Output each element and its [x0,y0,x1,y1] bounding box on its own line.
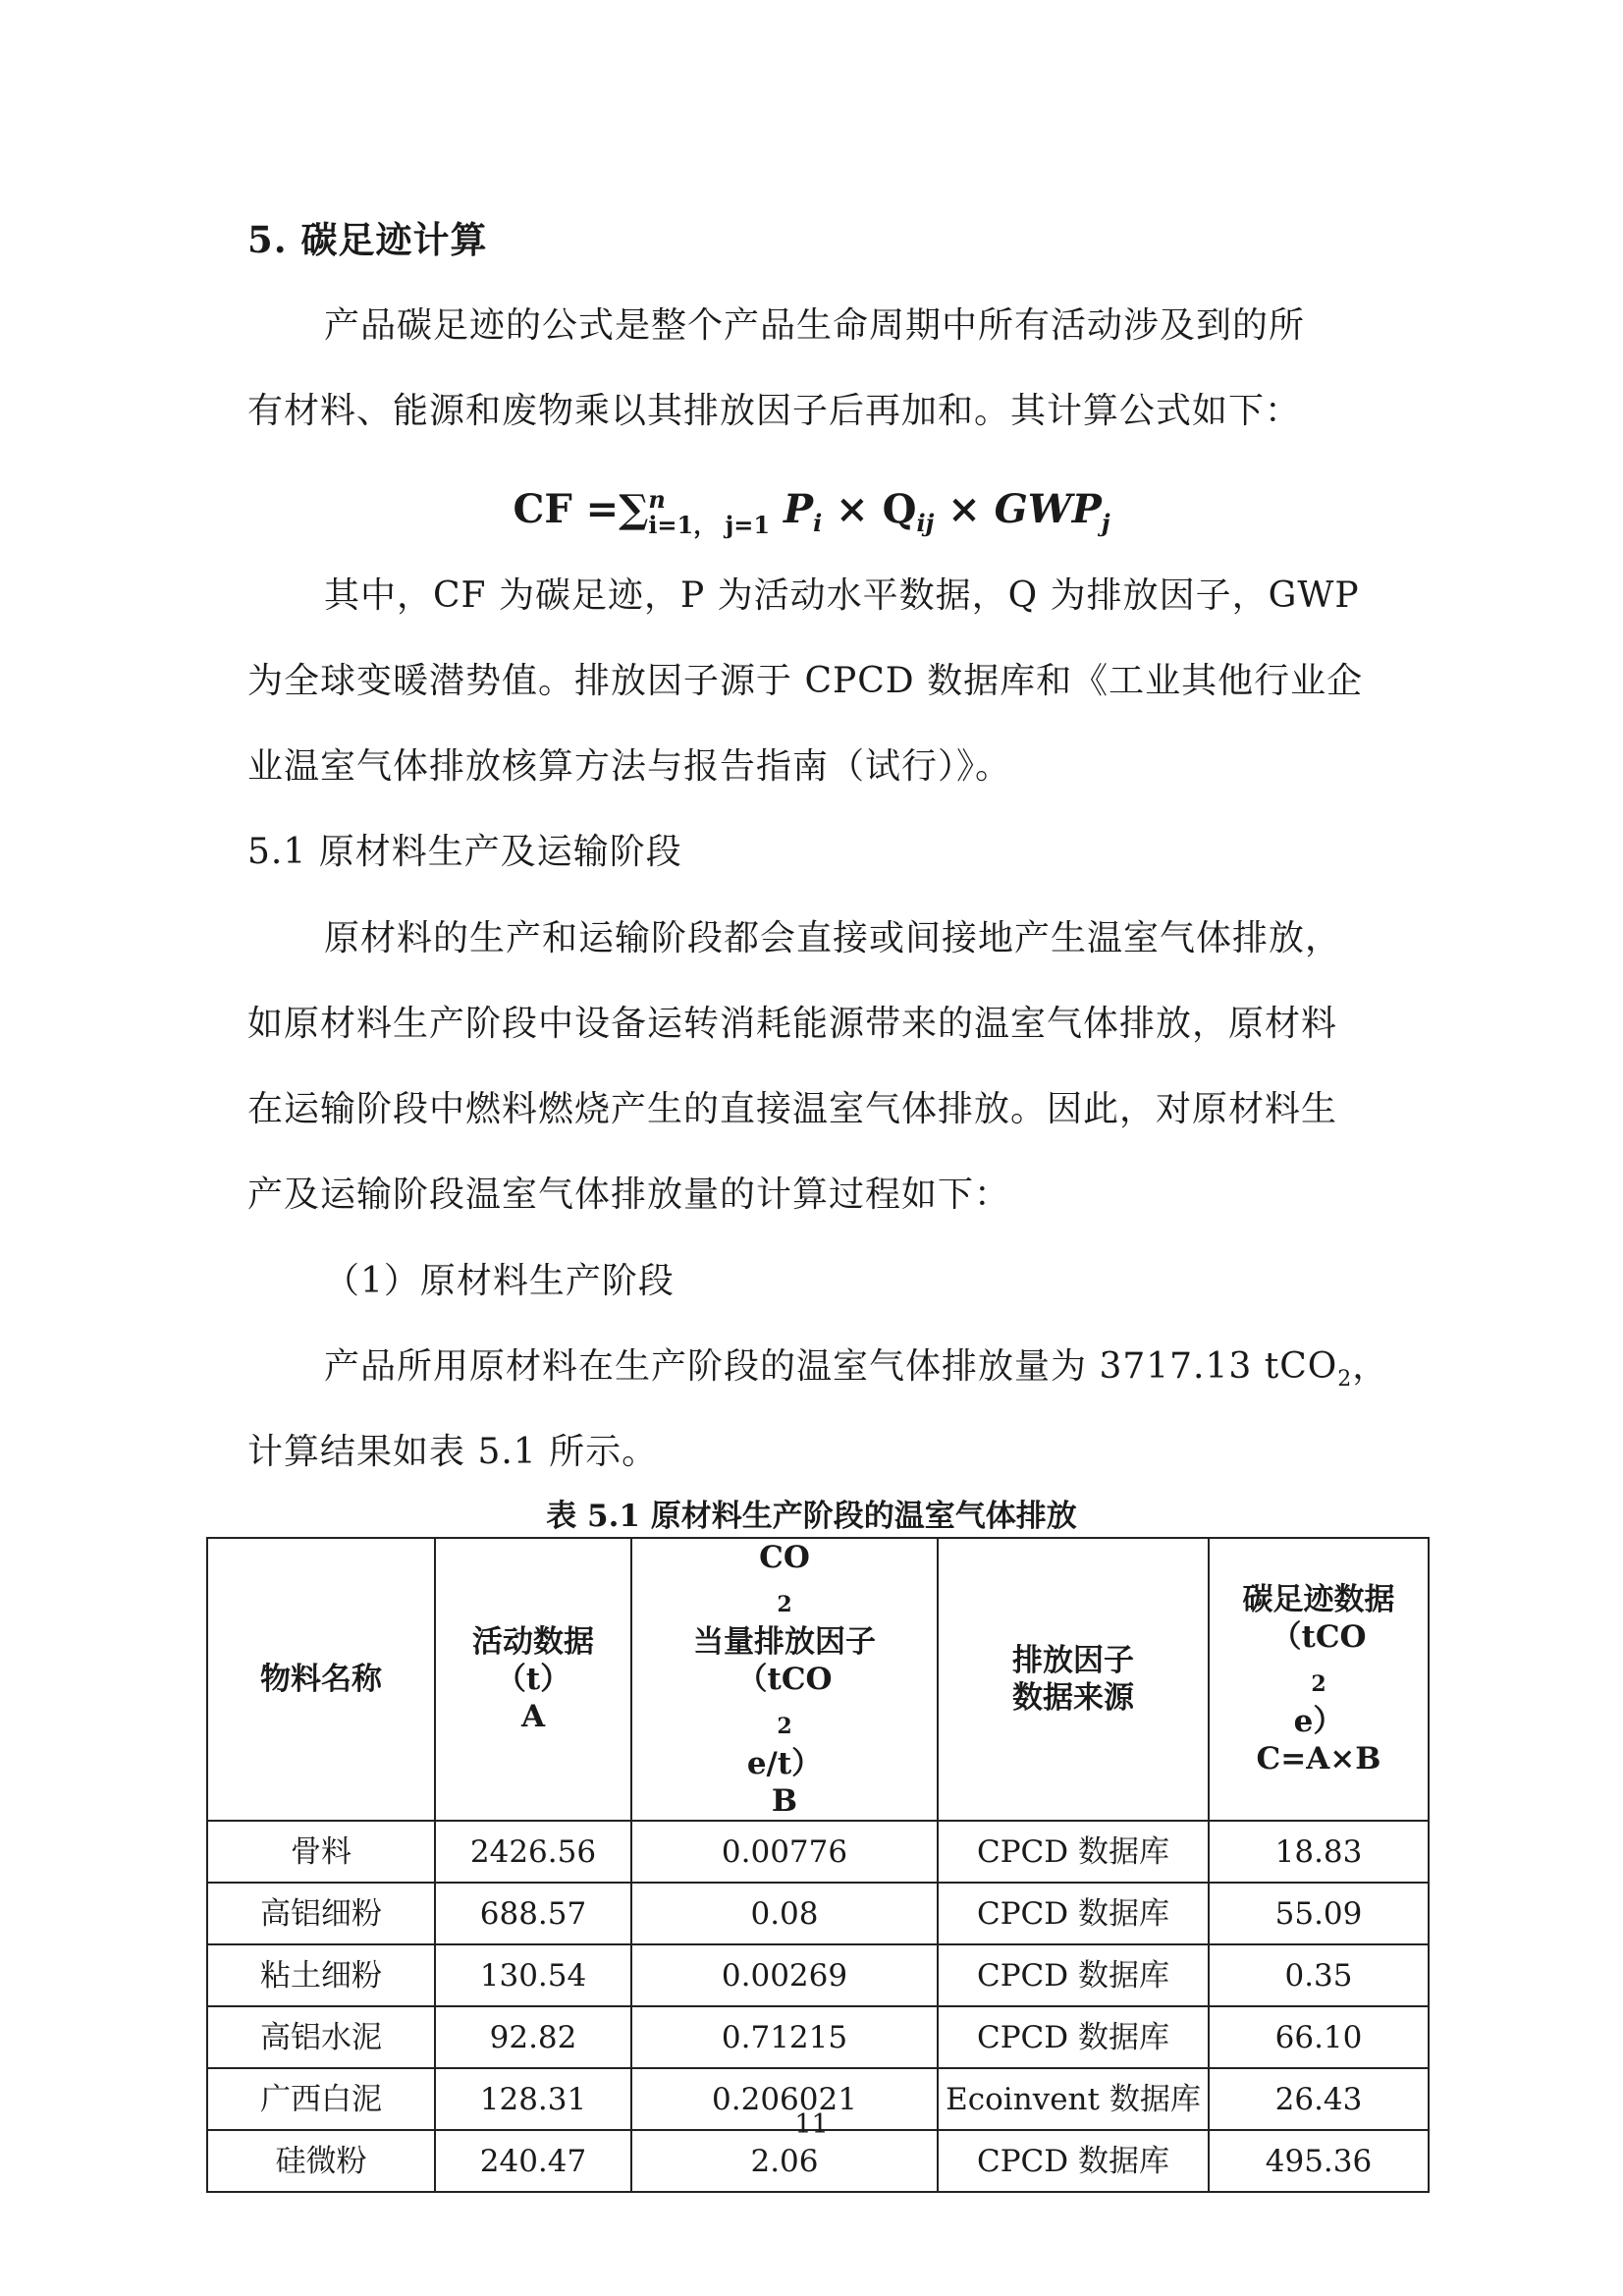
emissions-table [206,1537,1430,2193]
paragraph-line: 如原材料生产阶段中设备运转消耗能源带来的温室气体排放，原材料 [247,1004,1338,1044]
cell-footprint: 18.83 [1209,1821,1429,1883]
header-activity-data: 活动数据 （t） A [435,1538,631,1821]
cell-source: Ecoinvent 数据库 [938,2068,1209,2130]
cell-footprint: 0.35 [1209,1944,1429,2006]
cell-source: CPCD 数据库 [938,2006,1209,2068]
cell-factor: 0.206021 [631,2068,938,2130]
paragraph-line: 原材料的生产和运输阶段都会直接或间接地产生温室气体排放， [324,918,1342,958]
cell-activity: 240.47 [435,2130,631,2192]
cell-activity: 2426.56 [435,1821,631,1883]
page-number: 11 [794,2109,829,2140]
table-caption: 表 5.1 原材料生产阶段的温室气体排放 [546,1499,1077,1534]
cell-factor: 2.06 [631,2130,938,2192]
section-heading: 5. 碳足迹计算 [247,218,488,261]
cell-footprint: 55.09 [1209,1883,1429,1944]
cell-material: 粘土细粉 [207,1944,435,2006]
cell-footprint: 495.36 [1209,2130,1429,2192]
paragraph-line: 有材料、能源和废物乘以其排放因子后再加和。其计算公式如下： [247,391,1302,431]
table-row [207,1944,1429,2006]
result-punct: ， [1352,1346,1389,1387]
formula-lhs: CF = [513,486,620,532]
header-data-source: 排放因子 数据来源 [938,1538,1209,1821]
paragraph-line: 为全球变暖潜势值。排放因子源于 CPCD 数据库和《工业其他行业企 [247,661,1364,701]
header-emission-factor: CO $_2$ 当量排放因子 （tCO $_2$ e/t） B [631,1538,938,1821]
result-line [324,1345,1389,1401]
paragraph-line: 产及运输阶段温室气体排放量的计算过程如下： [247,1175,1011,1215]
result-text: 产品所用原材料在生产阶段的温室气体排放量为 3717.13 tCO [324,1346,1338,1387]
carbon-footprint-formula [0,483,1623,550]
cell-material: 硅微粉 [207,2130,435,2192]
formula-q: Q [882,486,917,532]
table-header-row [207,1538,1429,1821]
header-material-name: 物料名称 [207,1538,435,1821]
cell-footprint: 66.10 [1209,2006,1429,2068]
cell-factor: 0.71215 [631,2006,938,2068]
table-row [207,1821,1429,1883]
formula-gwp: GWP [994,486,1102,532]
cell-source: CPCD 数据库 [938,1821,1209,1883]
result-subscript: 2 [1337,1367,1353,1393]
cell-factor: 0.00776 [631,1821,938,1883]
cell-activity: 688.57 [435,1883,631,1944]
header-carbon-footprint: 碳足迹数据 （tCO $_2$ e） C=A×B [1209,1538,1429,1821]
item-heading: （1）原材料生产阶段 [324,1261,675,1301]
cell-footprint: 26.43 [1209,2068,1429,2130]
result-line: 计算结果如表 5.1 所示。 [247,1432,659,1472]
formula-p-sub: i [813,509,823,537]
paragraph-line: 业温室气体排放核算方法与报告指南（试行）》。 [247,746,1012,787]
formula-sum-upper: n [648,485,666,514]
formula-gwp-sub: j [1101,509,1110,537]
cell-material: 高铝水泥 [207,2006,435,2068]
cell-activity: 92.82 [435,2006,631,2068]
cell-source: CPCD 数据库 [938,2130,1209,2192]
cell-source: CPCD 数据库 [938,1883,1209,1944]
subsection-heading: 5.1 原材料生产及运输阶段 [247,832,682,872]
paragraph-line: 在运输阶段中燃料燃烧产生的直接温室气体排放。因此，对原材料生 [247,1089,1338,1129]
cell-material: 骨料 [207,1821,435,1883]
cell-source: CPCD 数据库 [938,1944,1209,2006]
formula-sum-lower: i=1， j=1 [648,511,771,539]
formula-p: P [784,486,814,532]
cell-factor: 0.08 [631,1883,938,1944]
formula-sum-symbol: ∑ [619,486,649,532]
cell-activity: 128.31 [435,2068,631,2130]
cell-material: 广西白泥 [207,2068,435,2130]
formula-q-sub: ij [916,509,935,537]
table-row [207,2006,1429,2068]
cell-activity: 130.54 [435,1944,631,2006]
formula-times: × [934,486,995,532]
cell-factor: 0.00269 [631,1944,938,2006]
cell-material: 高铝细粉 [207,1883,435,1944]
table-row [207,1883,1429,1944]
formula-times: × [822,486,883,532]
paragraph-line: 其中，CF 为碳足迹，P 为活动水平数据，Q 为排放因子，GWP [324,575,1360,616]
paragraph-line: 产品碳足迹的公式是整个产品生命周期中所有活动涉及到的所 [324,305,1306,346]
